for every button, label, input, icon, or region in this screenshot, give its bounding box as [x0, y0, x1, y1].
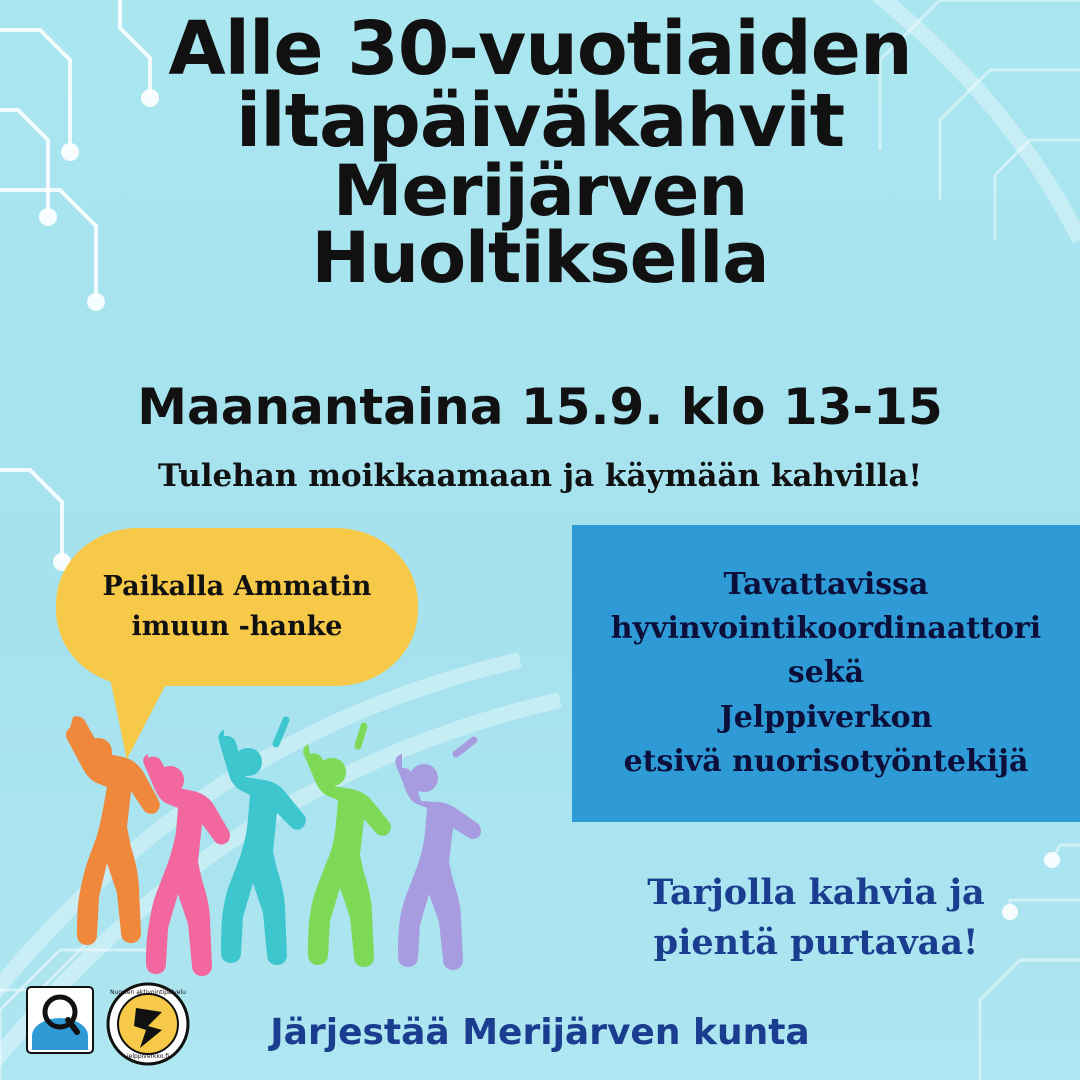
jumping-people-silhouettes: [52, 710, 522, 990]
jelppi-logo-top-text: Nuorten aktivointipalvelu: [110, 989, 186, 996]
silhouette-teal: [218, 730, 305, 965]
info-box-line-2: hyvinvointikoordinaattori: [610, 611, 1042, 647]
info-box: [572, 525, 1080, 822]
silhouette-orange: [66, 716, 160, 945]
coffee-note-line-1: Tarjolla kahvia ja: [647, 872, 985, 913]
coffee-note: [566, 868, 1066, 967]
silhouette-purple: [395, 754, 481, 970]
invitation-text: Tulehan moikkaamaan ja käymään kahvilla!: [157, 458, 923, 494]
info-box-line-4: Jelppiverkon: [719, 699, 933, 735]
poster-headline: [0, 6, 1080, 300]
organizer-line: Järjestää Merijärven kunta: [270, 1012, 810, 1053]
info-box-line-3: sekä: [787, 655, 865, 691]
headline-line-3: Merijärven: [332, 149, 748, 232]
info-box-line-5: etsivä nuorisotyöntekijä: [623, 743, 1029, 779]
coffee-note-line-2: pientä purtavaa!: [653, 921, 979, 963]
jelppiverkko-logo: [106, 982, 190, 1066]
speech-bubble-line-2: imuun -hanke: [131, 611, 343, 642]
event-date-time: Maanantaina 15.9. klo 13-15: [137, 378, 943, 436]
silhouette-pink: [143, 754, 230, 976]
merijarven-kunta-logo: [26, 986, 94, 1054]
headline-line-1: Alle 30-vuotiaiden: [168, 6, 912, 92]
headline-line-4: Huoltiksella: [311, 217, 769, 300]
jelppi-logo-bottom-text: jelppiverkko.fi: [126, 1053, 170, 1060]
speech-bubble-line-1: Paikalla Ammatin: [102, 570, 372, 602]
info-box-line-1: Tavattavissa: [723, 567, 929, 603]
silhouette-green: [303, 744, 391, 967]
speech-bubble: [56, 528, 418, 686]
headline-line-2: iltapäiväkahvit: [235, 77, 845, 164]
